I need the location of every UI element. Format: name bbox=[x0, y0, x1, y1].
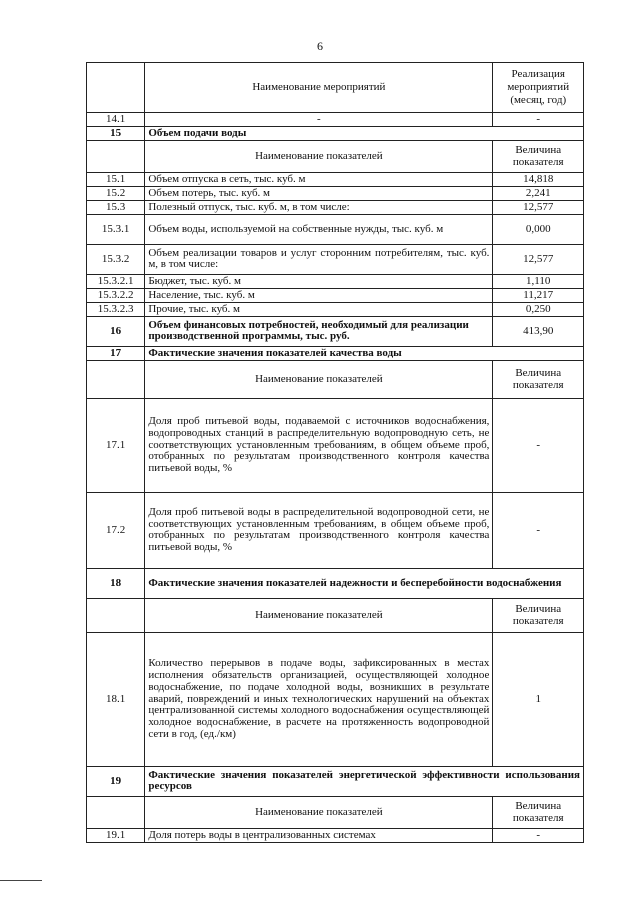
indicators-value-header: Величина показателя bbox=[493, 140, 584, 172]
header-row bbox=[87, 63, 584, 113]
section-num: 17 bbox=[87, 346, 145, 360]
row-value: - bbox=[493, 828, 584, 842]
row-text: Объем отпуска в сеть, тыс. куб. м bbox=[145, 172, 493, 186]
row-num: 19.1 bbox=[87, 828, 145, 842]
row-num: 15.3.2.1 bbox=[87, 274, 145, 288]
row-19-1 bbox=[87, 828, 584, 842]
row-value: 2,241 bbox=[493, 186, 584, 200]
row-text: Прочие, тыс. куб. м bbox=[145, 302, 493, 316]
row-15-3-2 bbox=[87, 244, 584, 274]
section-title: Фактические значения показателей качества воды bbox=[145, 346, 584, 360]
header-num-cell bbox=[87, 140, 145, 172]
row-15-3-1 bbox=[87, 214, 584, 244]
row-value: - bbox=[493, 113, 584, 127]
row-text: Доля проб питьевой воды в распределительной водопроводной сети, не соответствующих установленным требованиям, в общем объеме проб, отобранных по результатам производственного контроля качества питьевой воды, % bbox=[145, 492, 493, 568]
section-num: 16 bbox=[87, 316, 145, 346]
row-14-1 bbox=[87, 113, 584, 127]
row-num: 15.3 bbox=[87, 200, 145, 214]
row-17-1 bbox=[87, 398, 584, 492]
section-num: 19 bbox=[87, 766, 145, 796]
row-num: 15.3.2 bbox=[87, 244, 145, 274]
section-18 bbox=[87, 568, 584, 598]
row-value: - bbox=[493, 492, 584, 568]
program-table bbox=[86, 62, 584, 843]
indicators-name-header: Наименование показателей bbox=[145, 140, 493, 172]
header-num-cell bbox=[87, 63, 145, 113]
section-title: Фактические значения показателей энергетической эффективности использования ресурсов bbox=[145, 766, 584, 796]
section-text: Объем финансовых потребностей, необходимый для реализации производственной программы, тыс. руб. bbox=[145, 316, 493, 346]
row-value: 14,818 bbox=[493, 172, 584, 186]
header-num-cell bbox=[87, 796, 145, 828]
section-value: 413,90 bbox=[493, 316, 584, 346]
indicators-header-18 bbox=[87, 598, 584, 632]
row-num: 15.3.2.3 bbox=[87, 302, 145, 316]
header-num-cell bbox=[87, 598, 145, 632]
row-15-3-2-2 bbox=[87, 288, 584, 302]
header-col3: Реализация мероприятий (месяц, год) bbox=[493, 63, 584, 113]
indicators-name-header: Наименование показателей bbox=[145, 598, 493, 632]
row-text: Доля проб питьевой воды, подаваемой с источников водоснабжения, водопроводных станций в распределительную водопроводную сеть, не соответствующих установленным требованиям, в общем объеме проб, отобранных по результатам производственного контроля качества питьевой воды, % bbox=[145, 398, 493, 492]
row-num: 17.1 bbox=[87, 398, 145, 492]
indicators-value-header: Величина показателя bbox=[493, 360, 584, 398]
indicators-value-header: Величина показателя bbox=[493, 796, 584, 828]
indicators-header-17 bbox=[87, 360, 584, 398]
indicators-header-19 bbox=[87, 796, 584, 828]
indicators-value-header: Величина показателя bbox=[493, 598, 584, 632]
page-number: 6 bbox=[317, 39, 323, 53]
row-text: Объем реализации товаров и услуг сторонним потребителям, тыс. куб. м, в том числе: bbox=[145, 244, 493, 274]
row-text: Бюджет, тыс. куб. м bbox=[145, 274, 493, 288]
section-17 bbox=[87, 346, 584, 360]
row-num: 17.2 bbox=[87, 492, 145, 568]
indicators-name-header: Наименование показателей bbox=[145, 796, 493, 828]
row-value: - bbox=[493, 398, 584, 492]
header-num-cell bbox=[87, 360, 145, 398]
indicators-name-header: Наименование показателей bbox=[145, 360, 493, 398]
section-19 bbox=[87, 766, 584, 796]
row-value: 12,577 bbox=[493, 200, 584, 214]
row-15-1 bbox=[87, 172, 584, 186]
footer-rule bbox=[0, 880, 42, 881]
indicators-header-15 bbox=[87, 140, 584, 172]
row-text: Количество перерывов в подаче воды, зафиксированных в местах исполнения обязательств организацией, осуществляющей холодное водоснабжение, по подаче холодной воды, возникших в результате аварий, повреждений и иных технологических нарушений на объектах централизованной системы холодного водоснабжения осуществляющей холодное водоснабжение, в расчете на протяженность водопроводной сети в год, (ед./км) bbox=[145, 632, 493, 766]
row-18-1 bbox=[87, 632, 584, 766]
row-text: - bbox=[145, 113, 493, 127]
row-num: 15.2 bbox=[87, 186, 145, 200]
row-value: 12,577 bbox=[493, 244, 584, 274]
section-num: 15 bbox=[87, 126, 145, 140]
row-num: 15.3.1 bbox=[87, 214, 145, 244]
row-text: Полезный отпуск, тыс. куб. м, в том числе: bbox=[145, 200, 493, 214]
row-value: 0,000 bbox=[493, 214, 584, 244]
row-num: 15.1 bbox=[87, 172, 145, 186]
row-value: 11,217 bbox=[493, 288, 584, 302]
row-text: Объем воды, используемой на собственные нужды, тыс. куб. м bbox=[145, 214, 493, 244]
row-17-2 bbox=[87, 492, 584, 568]
row-15-3 bbox=[87, 200, 584, 214]
row-text: Население, тыс. куб. м bbox=[145, 288, 493, 302]
header-title: Наименование мероприятий bbox=[145, 63, 493, 113]
section-title: Фактические значения показателей надежности и бесперебойности водоснабжения bbox=[145, 568, 584, 598]
row-15-3-2-3 bbox=[87, 302, 584, 316]
row-value: 0,250 bbox=[493, 302, 584, 316]
row-text: Доля потерь воды в централизованных системах bbox=[145, 828, 493, 842]
section-16 bbox=[87, 316, 584, 346]
row-15-2 bbox=[87, 186, 584, 200]
row-value: 1,110 bbox=[493, 274, 584, 288]
row-num: 15.3.2.2 bbox=[87, 288, 145, 302]
section-title: Объем подачи воды bbox=[145, 126, 584, 140]
section-15 bbox=[87, 126, 584, 140]
row-value: 1 bbox=[493, 632, 584, 766]
row-num: 14.1 bbox=[87, 113, 145, 127]
row-15-3-2-1 bbox=[87, 274, 584, 288]
section-num: 18 bbox=[87, 568, 145, 598]
row-text: Объем потерь, тыс. куб. м bbox=[145, 186, 493, 200]
row-num: 18.1 bbox=[87, 632, 145, 766]
